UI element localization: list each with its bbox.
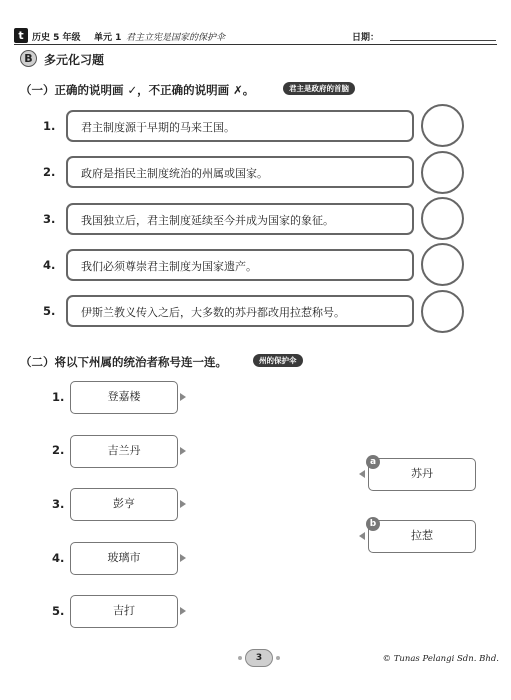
- statement-text: 政府是指民主制度统治的州属或国家。: [81, 167, 268, 180]
- item-number: 4.: [52, 551, 65, 565]
- question-number: 1.: [43, 119, 56, 133]
- section-letter-badge: B: [20, 50, 37, 67]
- page-dot-right-icon: [276, 656, 280, 660]
- question-number: 5.: [43, 304, 56, 318]
- date-label: 日期：: [352, 33, 380, 43]
- part1-topic-tag: 君主是政府的首脑: [283, 82, 355, 95]
- part1-instruction: （一）正确的说明画 ✓，不正确的说明画 ✗。: [20, 83, 255, 97]
- item-number: 1.: [52, 390, 65, 404]
- connector-arrow-icon: [180, 554, 186, 562]
- connector-arrow-icon: [180, 500, 186, 508]
- page-header: [14, 28, 497, 44]
- state-box[interactable]: 吉打: [70, 595, 178, 628]
- unit-title: 君主立宪是国家的保护伞: [126, 33, 226, 43]
- connector-arrow-icon: [359, 532, 365, 540]
- option-letter-badge: b: [366, 517, 380, 531]
- date-field[interactable]: [390, 40, 496, 41]
- part2-instruction: （二）将以下州属的统治者称号连一连。: [20, 355, 227, 369]
- item-number: 5.: [52, 604, 65, 618]
- answer-circle[interactable]: [421, 151, 464, 194]
- connector-arrow-icon: [359, 470, 365, 478]
- answer-circle[interactable]: [421, 197, 464, 240]
- state-box[interactable]: 吉兰丹: [70, 435, 178, 468]
- connector-arrow-icon: [180, 447, 186, 455]
- statement-box: [66, 203, 414, 235]
- answer-circle[interactable]: [421, 290, 464, 333]
- subject-label: 历史 5 年级: [32, 33, 81, 43]
- item-number: 2.: [52, 443, 65, 457]
- publisher-logo: t: [14, 28, 28, 43]
- statement-text: 我们必须尊崇君主制度为国家遗产。: [81, 260, 257, 273]
- answer-circle[interactable]: [421, 104, 464, 147]
- statement-text: 君主制度源于早期的马来王国。: [81, 121, 235, 134]
- copyright-notice: © Tunas Pelangi Sdn. Bhd.: [382, 654, 499, 664]
- question-number: 2.: [43, 165, 56, 179]
- answer-circle[interactable]: [421, 243, 464, 286]
- statement-box: [66, 295, 414, 327]
- page-number: 3: [245, 649, 273, 667]
- item-number: 3.: [52, 497, 65, 511]
- connector-arrow-icon: [180, 607, 186, 615]
- part2-topic-tag: 州的保护伞: [253, 354, 303, 367]
- title-box[interactable]: 苏丹: [368, 458, 476, 491]
- state-box[interactable]: 玻璃市: [70, 542, 178, 575]
- option-letter-badge: a: [366, 455, 380, 469]
- question-number: 4.: [43, 258, 56, 272]
- state-box[interactable]: 彭亨: [70, 488, 178, 521]
- statement-box: [66, 156, 414, 188]
- statement-box: [66, 249, 414, 281]
- question-number: 3.: [43, 212, 56, 226]
- statement-box: [66, 110, 414, 142]
- title-box[interactable]: 拉惹: [368, 520, 476, 553]
- header-divider: [14, 44, 497, 45]
- statement-text: 伊斯兰教义传入之后，大多数的苏丹都改用拉惹称号。: [81, 306, 345, 319]
- state-box[interactable]: 登嘉楼: [70, 381, 178, 414]
- statement-text: 我国独立后，君主制度延续至今并成为国家的象征。: [81, 214, 334, 227]
- unit-label: 单元 1: [94, 33, 122, 43]
- section-title: 多元化习题: [44, 53, 105, 67]
- connector-arrow-icon: [180, 393, 186, 401]
- page-dot-left-icon: [238, 656, 242, 660]
